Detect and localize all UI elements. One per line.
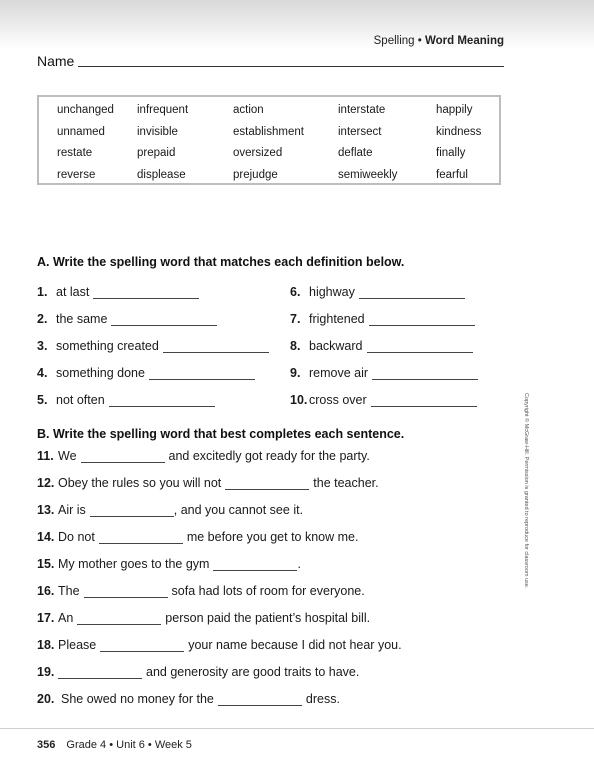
spelling-word: intersect: [338, 126, 382, 138]
answer-blank[interactable]: [90, 506, 174, 517]
item-text: cross over: [309, 393, 367, 407]
sentence-after: and excitedly got ready for the party.: [168, 449, 370, 463]
answer-blank[interactable]: [359, 288, 465, 299]
answer-blank[interactable]: [218, 695, 302, 706]
header-band: [0, 0, 594, 50]
section-a-title: A. Write the spelling word that matches each definition below.: [37, 255, 405, 269]
sentence-before: Obey the rules so you will not: [58, 476, 222, 490]
sentence-item: [37, 611, 370, 625]
item-number: 5.: [37, 393, 48, 407]
item-number: 13.: [37, 503, 55, 517]
sentence-after: your name because I did not hear you.: [188, 638, 402, 652]
item-number: 8.: [290, 339, 301, 353]
sentence-item: [37, 584, 365, 598]
footer-divider: [0, 728, 594, 729]
spelling-word: unchanged: [57, 104, 114, 116]
spelling-word: interstate: [338, 104, 386, 116]
item-number: 1.: [37, 285, 48, 299]
definition-item: [290, 393, 481, 407]
item-text: highway: [309, 285, 355, 299]
definition-item: [37, 393, 219, 407]
item-text: backward: [309, 339, 363, 353]
item-text: something created: [56, 339, 159, 353]
definition-item: [37, 339, 273, 353]
sentence-after: the teacher.: [313, 476, 379, 490]
header-separator: •: [417, 35, 422, 47]
sentence-before: Please: [58, 638, 97, 652]
item-number: 7.: [290, 312, 301, 326]
item-text: the same: [56, 312, 108, 326]
sentence-before: She owed no money for the: [61, 692, 214, 706]
answer-blank[interactable]: [109, 396, 215, 407]
spelling-word: oversized: [233, 147, 283, 159]
sentence-item: [37, 476, 379, 490]
spelling-word: finally: [436, 147, 466, 159]
sentence-after: and generosity are good traits to have.: [146, 665, 360, 679]
spelling-word: deflate: [338, 147, 373, 159]
item-number: 4.: [37, 366, 48, 380]
page-number: 356: [37, 739, 56, 751]
answer-blank[interactable]: [225, 479, 309, 490]
sentence-after: , and you cannot see it.: [173, 503, 304, 517]
item-number: 18.: [37, 638, 55, 652]
sentence-before: Air is: [58, 503, 86, 517]
sentence-item: [37, 692, 340, 706]
spelling-word: prepaid: [137, 147, 176, 159]
header-skill: Word Meaning: [424, 35, 504, 47]
spelling-word: establishment: [233, 126, 304, 138]
spelling-word: kindness: [436, 126, 482, 138]
section-b-title: B. Write the spelling word that best completes each sentence.: [37, 427, 405, 441]
answer-blank[interactable]: [367, 342, 473, 353]
item-number: 9.: [290, 366, 301, 380]
item-number: 12.: [37, 476, 55, 490]
answer-blank[interactable]: [81, 452, 165, 463]
answer-blank[interactable]: [371, 396, 477, 407]
answer-blank[interactable]: [163, 342, 269, 353]
sentence-after: person paid the patient’s hospital bill.: [165, 611, 371, 625]
definition-item: [290, 366, 482, 380]
spelling-word: displease: [137, 169, 186, 181]
sentence-item: [37, 449, 370, 463]
sentence-after: me before you get to know me.: [186, 530, 359, 544]
item-number: 6.: [290, 285, 301, 299]
item-number: 10.: [290, 393, 308, 407]
name-label: Name: [37, 53, 75, 69]
sentence-after: dress.: [305, 692, 340, 706]
page-footer: [37, 739, 192, 751]
sentence-before: The: [58, 584, 80, 598]
sentence-before: We: [58, 449, 77, 463]
definition-item: [37, 285, 203, 299]
spelling-word: invisible: [137, 126, 178, 138]
answer-blank[interactable]: [58, 668, 142, 679]
item-number: 20.: [37, 692, 55, 706]
spelling-word-box: [37, 95, 501, 185]
spelling-word: infrequent: [137, 104, 189, 116]
spelling-word: unnamed: [57, 126, 105, 138]
sentence-before: My mother goes to the gym: [58, 557, 210, 571]
definition-item: [290, 285, 469, 299]
item-text: remove air: [309, 366, 369, 380]
definition-item: [290, 339, 477, 353]
sentence-item: [37, 665, 359, 679]
definition-item: [37, 312, 221, 326]
answer-blank[interactable]: [99, 533, 183, 544]
item-number: 2.: [37, 312, 48, 326]
item-number: 14.: [37, 530, 55, 544]
item-text: not often: [56, 393, 105, 407]
spelling-word: action: [233, 104, 264, 116]
spelling-word: prejudge: [233, 169, 278, 181]
answer-blank[interactable]: [213, 560, 297, 571]
item-number: 17.: [37, 611, 55, 625]
sentence-after: sofa had lots of room for everyone.: [171, 584, 365, 598]
answer-blank[interactable]: [369, 315, 475, 326]
sentence-item: [37, 638, 402, 652]
answer-blank[interactable]: [111, 315, 217, 326]
sentence-item: [37, 503, 303, 517]
item-text: something done: [56, 366, 145, 380]
answer-blank[interactable]: [84, 587, 168, 598]
header-category: Spelling: [373, 35, 415, 47]
sentence-before: An: [58, 611, 74, 625]
footer-info: Grade 4 • Unit 6 • Week 5: [66, 739, 192, 751]
page-header: [374, 35, 504, 47]
sentence-before: Do not: [58, 530, 95, 544]
item-number: 16.: [37, 584, 55, 598]
sentence-after: .: [297, 557, 301, 571]
sentence-item: [37, 557, 301, 571]
name-field[interactable]: [78, 66, 504, 67]
answer-blank[interactable]: [93, 288, 199, 299]
item-text: frightened: [309, 312, 365, 326]
answer-blank[interactable]: [100, 641, 184, 652]
spelling-word: semiweekly: [338, 169, 398, 181]
spelling-word: restate: [57, 147, 93, 159]
answer-blank[interactable]: [149, 369, 255, 380]
item-number: 19.: [37, 665, 55, 679]
answer-blank[interactable]: [372, 369, 478, 380]
item-text: at last: [56, 285, 90, 299]
definition-item: [37, 366, 259, 380]
sentence-item: [37, 530, 358, 544]
item-number: 11.: [37, 449, 54, 463]
answer-blank[interactable]: [77, 614, 161, 625]
item-number: 3.: [37, 339, 48, 353]
copyright-notice: Copyright © McGraw-Hill. Permission is granted to reproduce for classroom use.: [523, 393, 529, 589]
spelling-word: happily: [436, 104, 473, 116]
item-number: 15.: [37, 557, 55, 571]
spelling-word: fearful: [436, 169, 468, 181]
spelling-word: reverse: [57, 169, 96, 181]
definition-item: [290, 312, 479, 326]
